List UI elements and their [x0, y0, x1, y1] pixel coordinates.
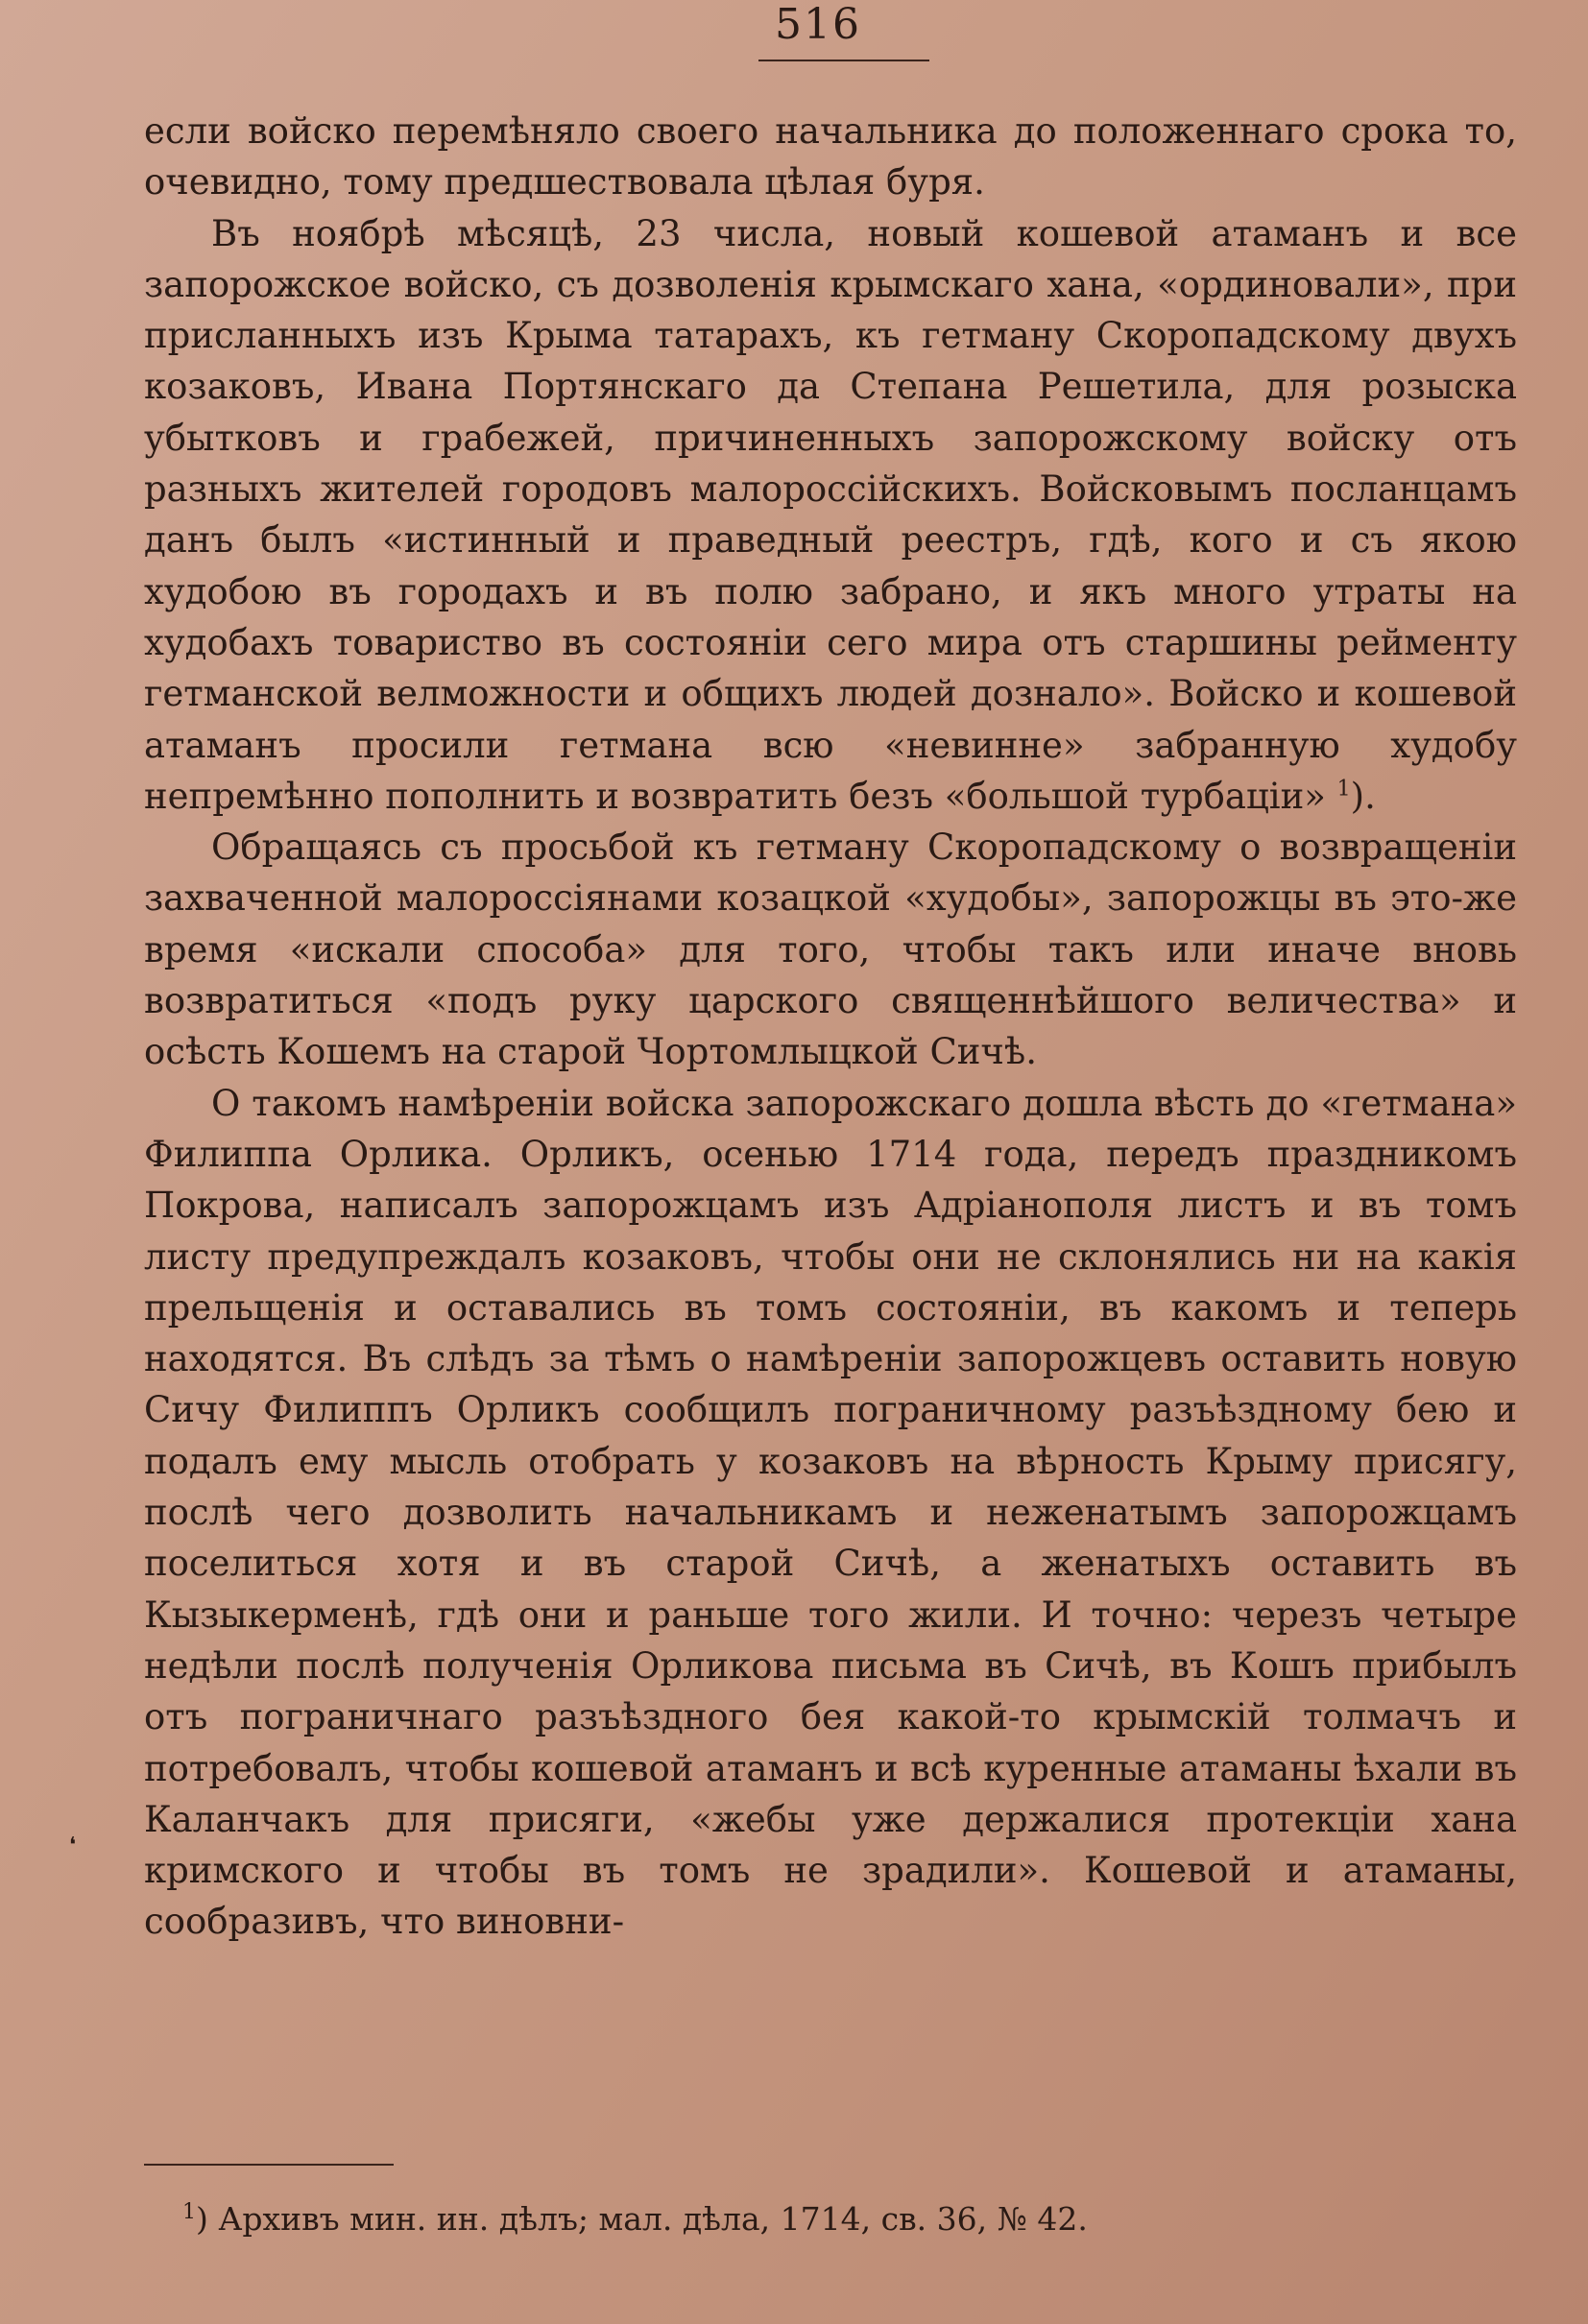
footnote-rule	[144, 2164, 394, 2166]
paragraph-2-tail: ).	[1350, 775, 1376, 817]
margin-mark: ❛	[69, 1833, 77, 1857]
footnote-reference: 1	[1336, 777, 1351, 802]
paragraph-3: Обращаясь съ просьбой къ гетману Скоропадскому о возвращеніи захваченной малороссіянами козацкой «худобы», запорожцы въ это-же время «искали способа» для того, чтобы такъ или иначе вновь возвратиться «подъ руку царского священнѣйшого величества» и осѣсть Кошемъ на старой Чортомлыцкой Сичѣ.	[144, 827, 1517, 1073]
page-number: 516	[775, 0, 861, 49]
body-text	[144, 106, 1517, 1948]
paragraph-2-text: Въ ноябрѣ мѣсяцѣ, 23 числа, новый кошевой атаманъ и все запорожское войско, съ дозволенія крымскаго хана, «ординовали», при присланныхъ изъ Крыма татарахъ, къ гетману Скоропадскому двухъ козаковъ, Ивана Портянскаго да Степана Решетила, для розыска убытковъ и грабежей, причиненныхъ запорожскому войску отъ разныхъ жителей городовъ малороссійскихъ. Войсковымъ посланцамъ данъ былъ «истинный и праведный реестръ, гдѣ, кого и съ якою худобою въ городахъ и въ полю забрано, и якъ много утраты на худобахъ товариство въ состояніи сего мира отъ старшины рейменту гетманской велможности и общихъ людей дознало». Войско и кошевой атаманъ просили гетмана всю «невинне» забранную худобу непремѣнно пополнить и возвратить безъ «большой турбаціи»	[144, 212, 1517, 817]
footnote-text: ) Архивъ мин. ин. дѣлъ; мал. дѣла, 1714, св. 36, № 42.	[196, 2200, 1088, 2238]
header-rule	[758, 60, 929, 61]
footnote	[182, 2198, 1431, 2240]
paragraph-4: О такомъ намѣреніи войска запорожскаго дошла вѣсть до «гетмана» Филиппа Орлика. Орликъ, осенью 1714 года, передъ праздникомъ Покрова, написалъ запорожцамъ изъ Адріанополя листъ и въ томъ листу предупреждалъ козаковъ, чтобы они не склонялись ни на какія прельщенія и оставались въ томъ состояніи, въ какомъ и теперь находятся. Въ слѣдъ за тѣмъ о намѣреніи запорожцевъ оставить новую Сичу Филиппъ Орликъ сообщилъ пограничному разъѣздному бею и подалъ ему мысль отобрать у козаковъ на вѣрность Крыму присягу, послѣ чего дозволить начальникамъ и неженатымъ запорожцамъ поселиться хотя и въ старой Сичѣ, а женатыхъ оставить въ Кызыкерменѣ, гдѣ они и раньше того жили. И точно: черезъ четыре недѣли послѣ полученія Орликова письма въ Сичѣ, въ Кошъ прибылъ отъ пограничнаго разъѣздного бея какой-то крымскій толмачъ и потребовалъ, чтобы кошевой атаманъ и всѣ куренные атаманы ѣхали въ Каланчакъ для присяги, «жебы уже держалися протекціи хана кримского и чтобы въ томъ не зрадили». Кошевой и атаманы, сообразивъ, что виновни-	[144, 1082, 1517, 1943]
paragraph-1: если войско перемѣняло своего начальника до положеннаго срока то, очевидно, тому предшествовала цѣлая буря.	[144, 110, 1517, 204]
footnote-marker: 1	[182, 2200, 196, 2224]
paragraph-2	[144, 208, 1517, 823]
